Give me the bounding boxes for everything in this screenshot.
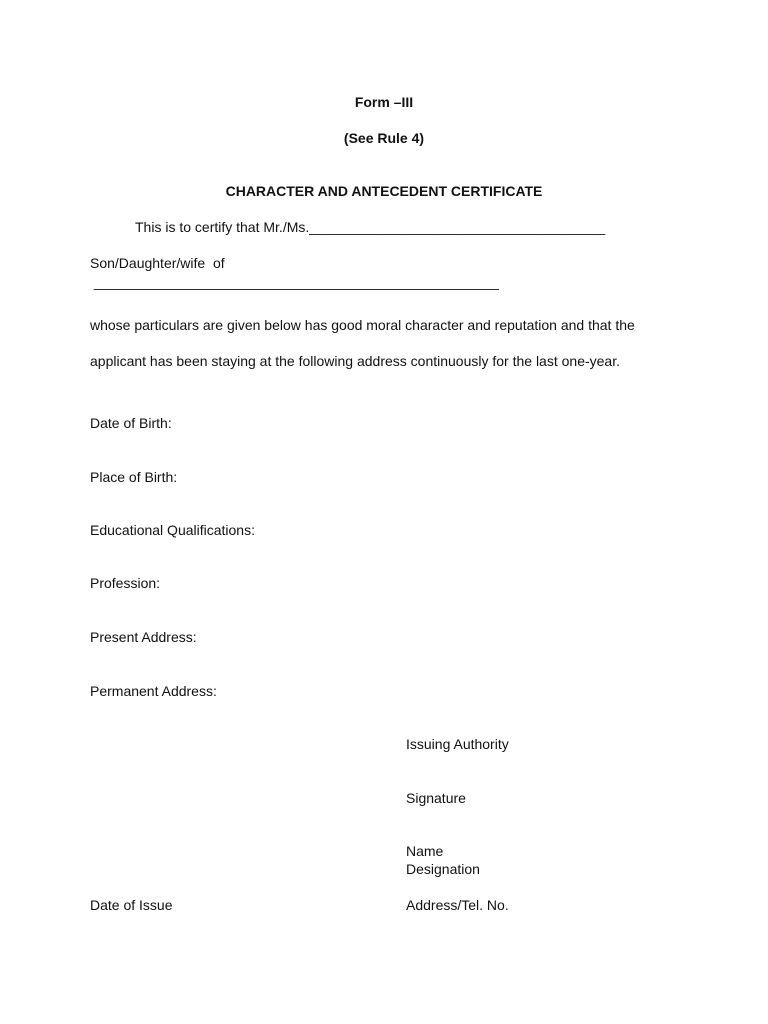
date-of-issue-label: Date of Issue — [90, 897, 173, 913]
field-permanent-address: Permanent Address: — [90, 683, 217, 699]
field-place-of-birth: Place of Birth: — [90, 469, 178, 485]
particulars-paragraph-line2: applicant has been staying at the following address continuously for the last one-year. — [90, 353, 620, 369]
certificate-heading: CHARACTER AND ANTECEDENT CERTIFICATE — [225, 183, 543, 199]
field-educational-qualifications: Educational Qualifications: — [90, 522, 255, 538]
form-title: Form –III — [354, 94, 414, 110]
certify-line: This is to certify that Mr./Ms.______________________________________ — [135, 219, 606, 235]
relation-blank-line: ____________________________________________________ — [90, 274, 499, 290]
rule-reference: (See Rule 4) — [343, 130, 425, 146]
name-label: Name — [406, 843, 444, 859]
particulars-paragraph-line1: whose particulars are given below has good moral character and reputation and that the — [90, 317, 635, 333]
address-tel-label: Address/Tel. No. — [406, 897, 509, 913]
designation-label: Designation — [406, 861, 480, 877]
relation-label: Son/Daughter/wife of — [90, 255, 225, 271]
field-date-of-birth: Date of Birth: — [90, 415, 172, 431]
issuing-authority-label: Issuing Authority — [406, 736, 509, 752]
signature-label: Signature — [406, 790, 466, 806]
field-profession: Profession: — [90, 575, 161, 591]
field-present-address: Present Address: — [90, 629, 197, 645]
